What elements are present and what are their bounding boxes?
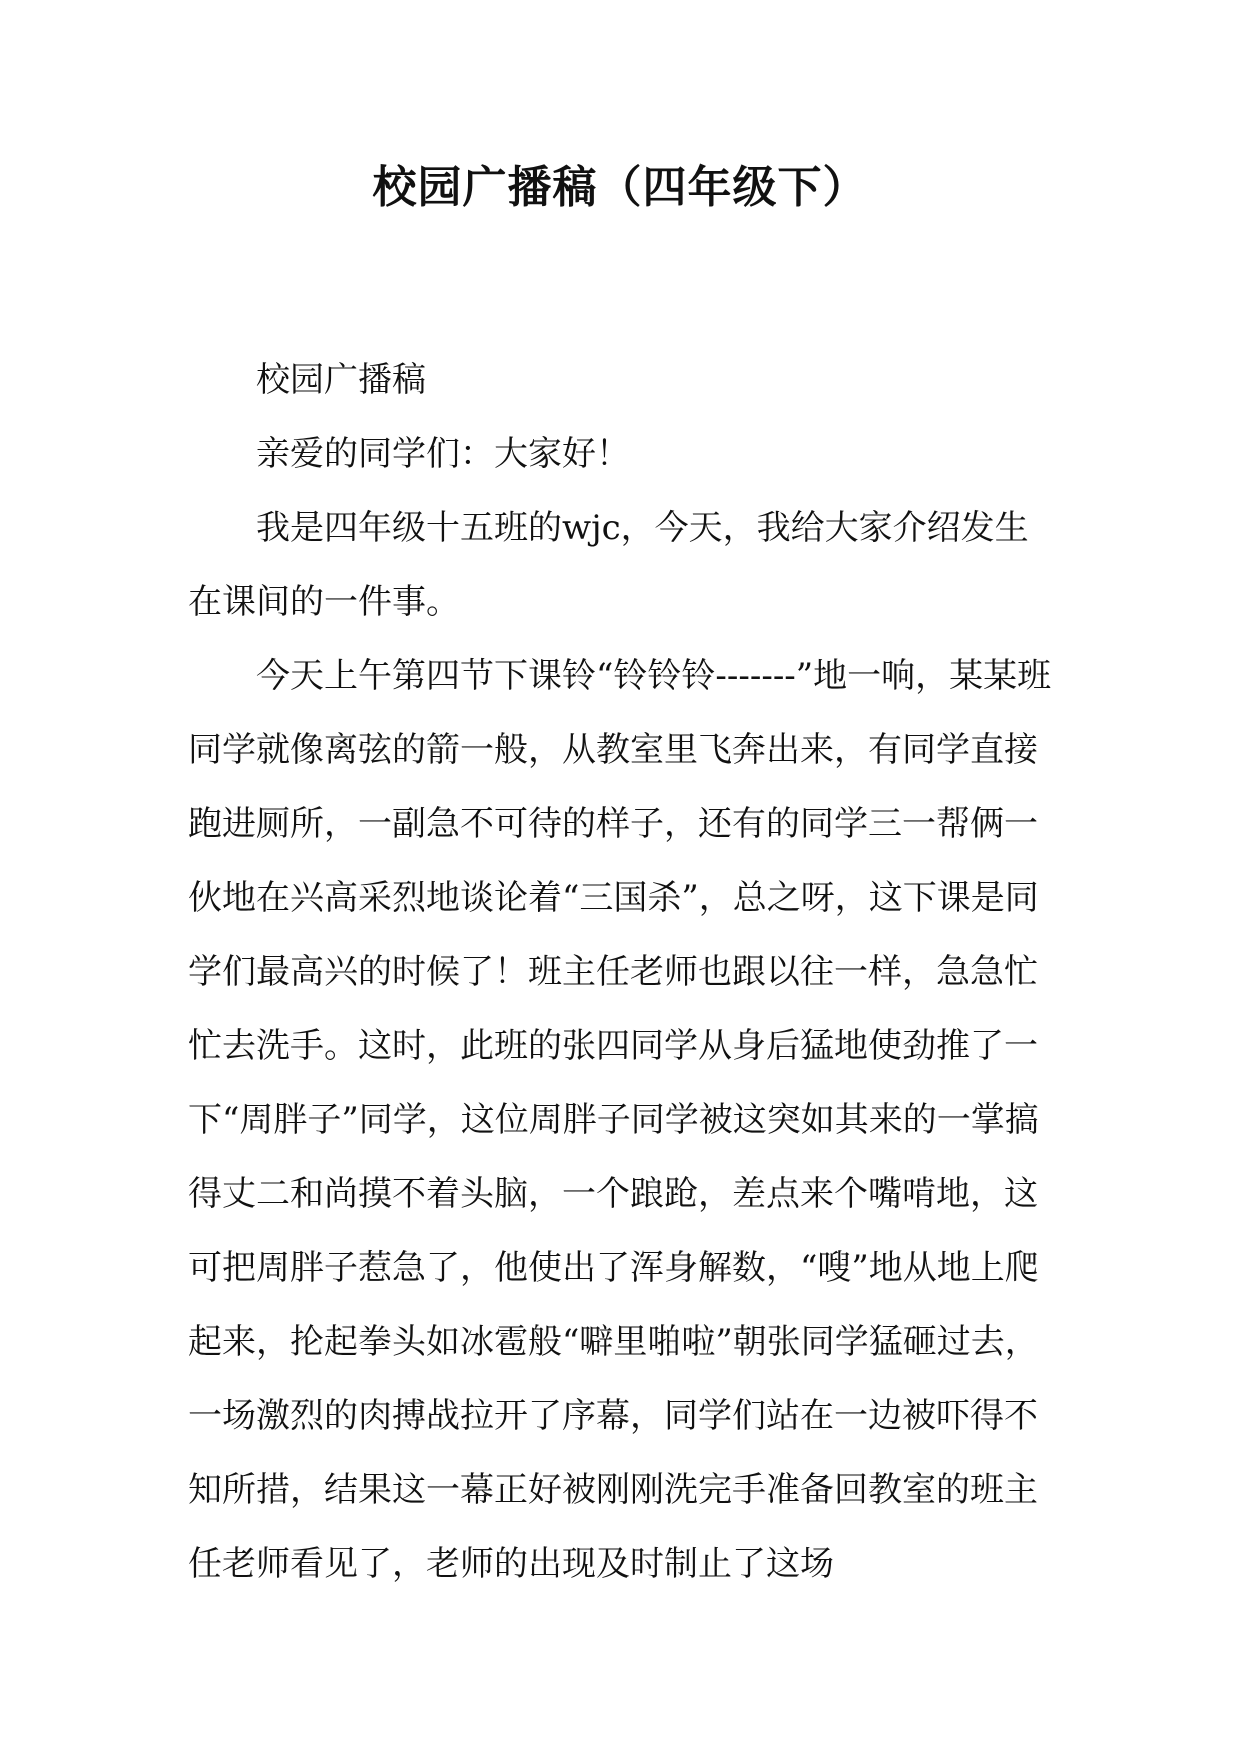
paragraph-intro: 我是四年级十五班的wjc，今天，我给大家介绍发生在课间的一件事。: [188, 508, 1029, 622]
document-title: 校园广播稿（四年级下）: [372, 162, 868, 213]
paragraph-story: 今天上午第四节下课铃“铃铃铃-------”地一响，某某班同学就像离弦的箭一般，从教室里飞奔出来，有同学直接跑进厕所，一副急不可待的样子，还有的同学三一帮俩一伙地在兴高采烈地谈论着“三国杀”，总之呀，这下课是同学们最高兴的时候了！班主任老师也跟以往一样，急急忙忙去洗手。这时，此班的张四同学从身后猛地使劲推了一下“周胖子”同学，这位周胖子同学被这突如其来的一掌搞得丈二和尚摸不着头脑，一个踉跄，差点来个嘴啃地，这可把周胖子惹急了，他使出了浑身解数，“嗖”地从地上爬起来，抡起拳头如冰雹般“噼里啪啦”朝张同学猛砸过去，一场激烈的肉搏战拉开了序幕，同学们站在一边被吓得不知所措，结果这一幕正好被刚刚洗完手准备回教室的班主任老师看见了，老师的出现及时制止了这场: [188, 656, 1052, 1584]
document-body: [188, 343, 1054, 1601]
paragraph-heading: 校园广播稿: [256, 360, 426, 400]
paragraph-greeting: 亲爱的同学们：大家好！: [256, 434, 630, 474]
